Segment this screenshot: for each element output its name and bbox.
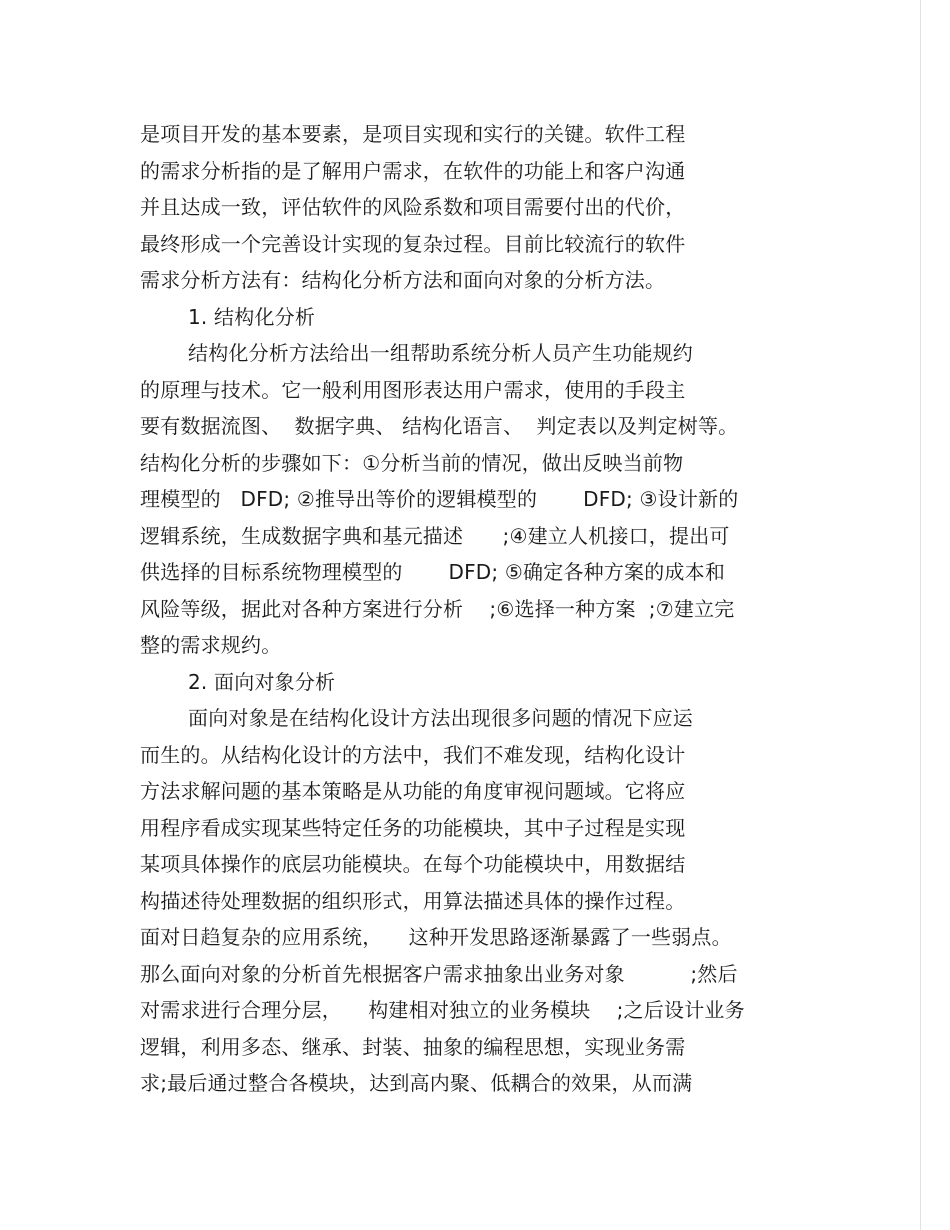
section-heading-structured-analysis: 1. 结构化分析 — [188, 304, 316, 329]
text-line: 风险等级，据此对各种方案进行分析 ;⑥选择一种方案 ;⑦建立完 — [140, 596, 735, 621]
text-line: 那么面向对象的分析首先根据客户需求抽象出业务对象 ;然后 — [140, 961, 738, 986]
text-line: 需求分析方法有：结构化分析方法和面向对象的分析方法。 — [140, 268, 666, 292]
text-line: 的需求分析指的是了解用户需求，在软件的功能上和客户沟通 — [140, 158, 686, 183]
text-line: 最终形成一个完善设计实现的复杂过程。目前比较流行的软件 — [140, 231, 686, 256]
text-line: 结构化分析方法给出一组帮助系统分析人员产生功能规约 — [188, 341, 693, 365]
text-line: 对需求进行合理分层， 构建相对独立的业务模块 ;之后设计业务 — [140, 998, 745, 1022]
section-heading-object-oriented-analysis: 2. 面向对象分析 — [188, 669, 336, 694]
text-line: 逻辑系统，生成数据字典和基元描述 ;④建立人机接口，提出可 — [140, 523, 730, 548]
body-text — [140, 116, 820, 1102]
text-line: 供选择的目标系统物理模型的 DFD; ⑤确定各种方案的成本和 — [140, 560, 726, 584]
page-edge-divider — [920, 0, 921, 1230]
text-line: 逻辑，利用多态、继承、封装、抽象的编程思想，实现业务需 — [140, 1034, 686, 1059]
text-line: 求;最后通过整合各模块，达到高内聚、低耦合的效果，从而满 — [140, 1071, 693, 1095]
text-line: 方法求解问题的基本策略是从功能的角度审视问题域。它将应 — [140, 779, 686, 803]
text-line: 某项具体操作的底层功能模块。在每个功能模块中，用数据结 — [140, 852, 686, 876]
text-line: 构描述待处理数据的组织形式，用算法描述具体的操作过程。 — [140, 888, 686, 913]
text-line: 的原理与技术。它一般利用图形表达用户需求，使用的手段主 — [140, 377, 686, 402]
text-line: 而生的。从结构化设计的方法中，我们不难发现，结构化设计 — [140, 742, 686, 767]
text-line: 理模型的 DFD; ②推导出等价的逻辑模型的 DFD; ③设计新的 — [140, 487, 739, 511]
text-line: 用程序看成实现某些特定任务的功能模块，其中子过程是实现 — [140, 815, 686, 840]
text-line: 是项目开发的基本要素，是项目实现和实行的关键。软件工程 — [140, 122, 686, 146]
text-line: 结构化分析的步骤如下：①分析当前的情况，做出反映当前物 — [140, 450, 684, 475]
text-line: 整的需求规约。 — [140, 633, 282, 657]
text-line: 面向对象是在结构化设计方法出现很多问题的情况下应运 — [188, 706, 693, 730]
text-line: 面对日趋复杂的应用系统， 这种开发思路逐渐暴露了一些弱点。 — [140, 925, 732, 949]
text-line: 并且达成一致，评估软件的风险系数和项目需要付出的代价， — [140, 195, 686, 219]
text-line: 要有数据流图、 数据字典、 结构化语言、 判定表以及判定树等。 — [140, 414, 739, 438]
